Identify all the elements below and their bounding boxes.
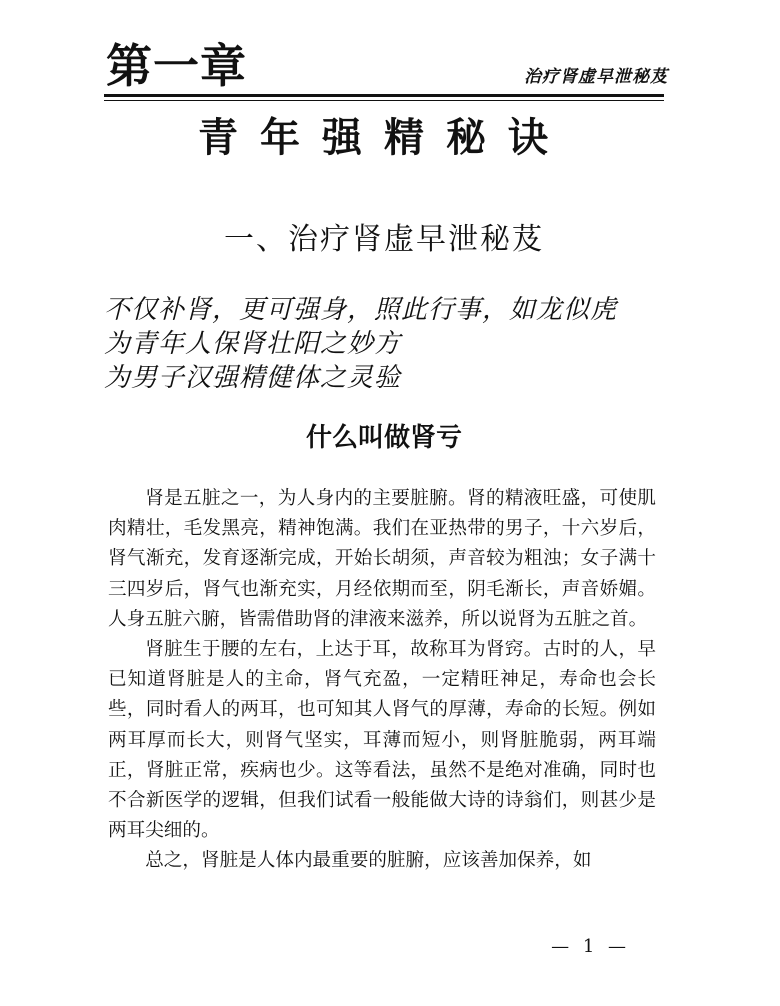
header-rule [104, 94, 664, 97]
chapter-label: 第一章 [106, 39, 247, 93]
tagline: 不仅补肾，更可强身，照此行事，如龙似虎 [104, 295, 618, 325]
chapter-title: 青年强精秘诀 [198, 115, 570, 161]
paragraph: 肾是五脏之一，为人身内的主要脏腑。肾的精液旺盛，可使肌肉精壮，毛发黑亮，精神饱满。我们在亚热带的男子，十六岁后，肾气渐充，发育逐渐完成，开始长胡须，声音较为粗浊；女子满十三四岁后，肾气也渐充实，月经依期而至，阴毛渐长，声音娇媚。人身五脏六腑，皆需借助肾的津液来滋养，所以说肾为五脏之首。 [108, 488, 656, 630]
paragraph: 肾脏生于腰的左右，上达于耳，故称耳为肾窍。古时的人，早已知道肾脏是人的主命，肾气充盈，一定精旺神足，寿命也会长些，同时看人的两耳，也可知其人肾气的厚薄，寿命的长短。例如两耳厚而长大，则肾气坚实，耳薄而短小，则肾脏脆弱，两耳端正，肾脏正常，疾病也少。这等看法，虽然不是绝对准确，同时也不合新医学的逻辑，但我们试看一般能做大诗的诗翁们，则甚少是两耳尖细的。 [108, 639, 656, 842]
header-rule-thin [104, 100, 664, 101]
section-title: 一、治疗肾虚早泄秘芨 [224, 222, 544, 257]
body-text [108, 484, 656, 877]
subsection-title: 什么叫做肾亏 [305, 423, 462, 453]
running-header: 治疗肾虚早泄秘芨 [524, 67, 668, 87]
paragraph: 总之，肾脏是人体内最重要的脏腑，应该善加保养，如 [145, 850, 592, 872]
page-number: — 1 — [551, 936, 630, 957]
tagline: 为青年人保肾壮阳之妙方 [104, 329, 402, 359]
tagline: 为男子汉强精健体之灵验 [104, 363, 402, 393]
